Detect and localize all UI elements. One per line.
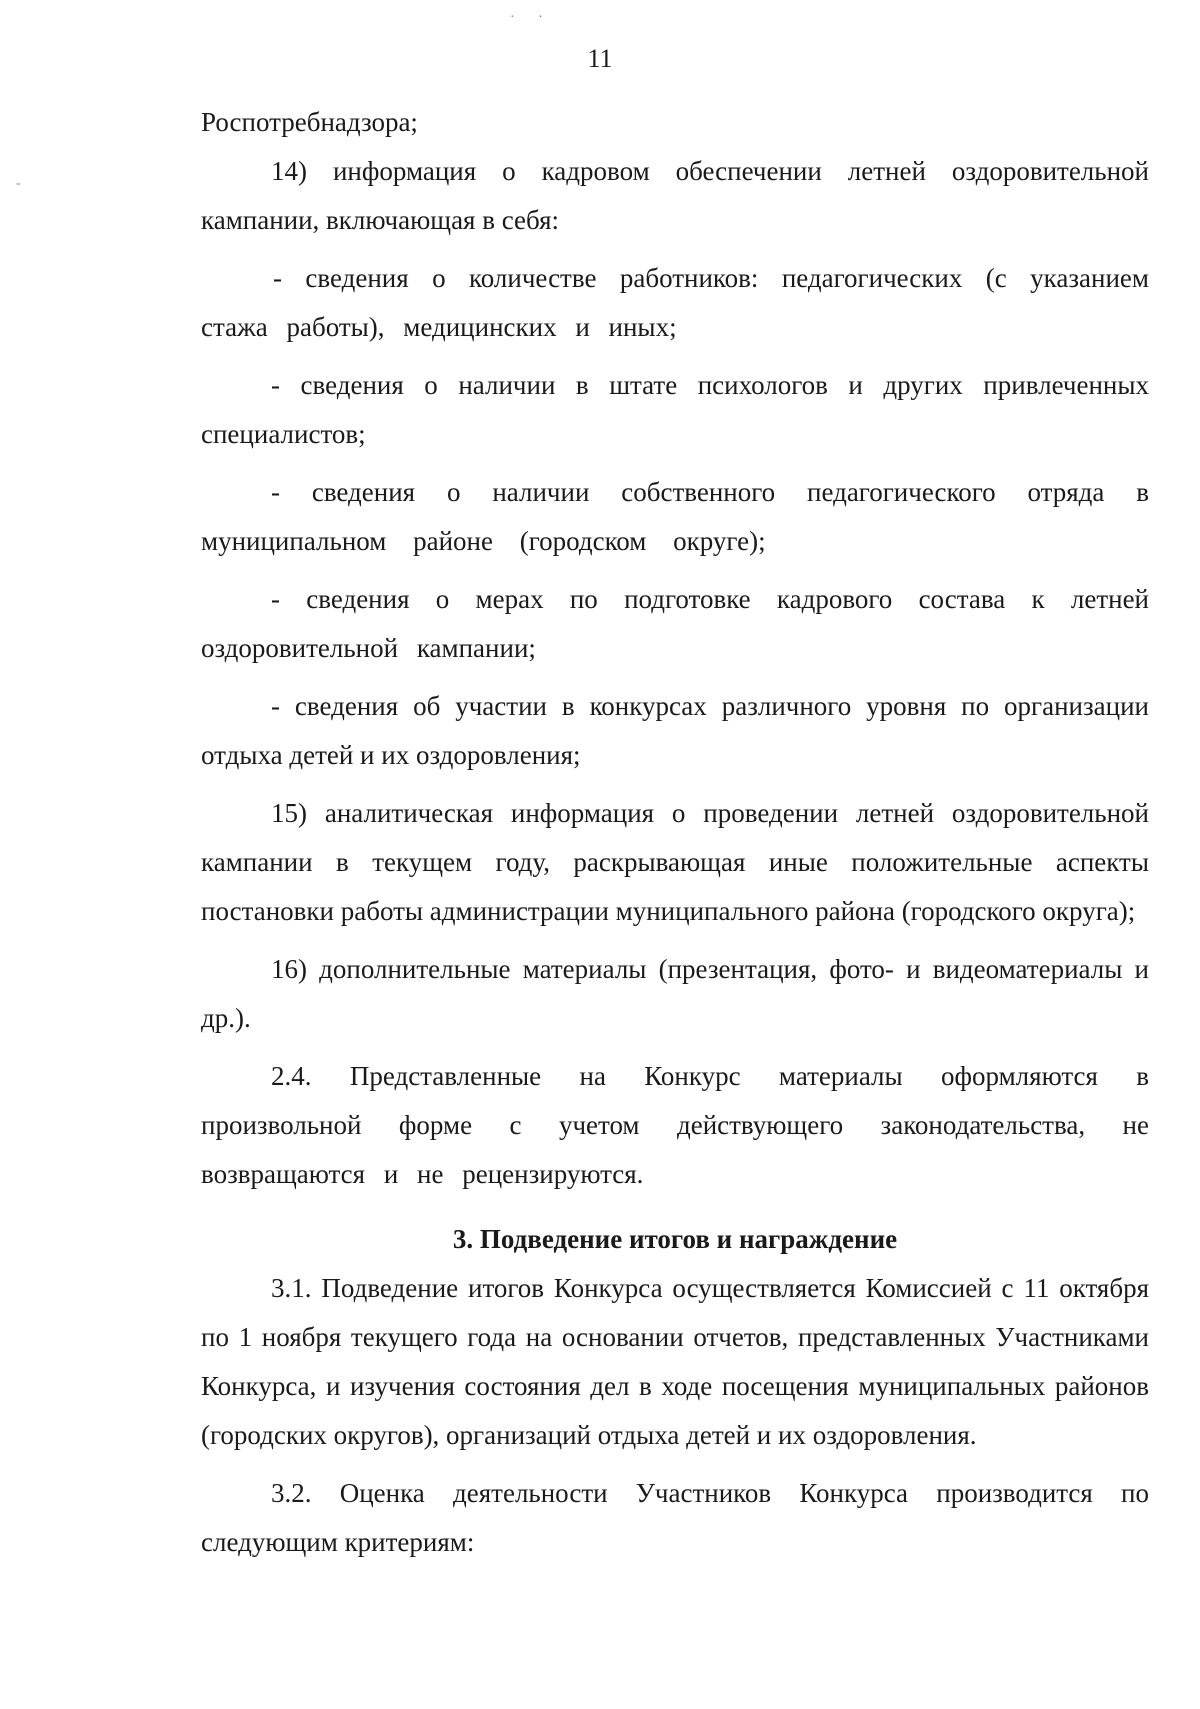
paragraph: 15) аналитическая информация о проведении летней оздоровительной кампании в текущем году, раскрывающая иные положительные аспекты постановки работы администрации муниципального района (городского округа); xyxy=(201,798,1149,926)
document-body xyxy=(201,98,1149,1567)
paragraph: 14) информация о кадровом обеспечении летней оздоровительной кампании, включающая в себя: xyxy=(201,156,1149,235)
paragraph: Роспотребнадзора; xyxy=(201,107,418,137)
section-heading: 3. Подведение итогов и награждение xyxy=(452,1224,898,1254)
paragraph: - сведения о наличии в штате психологов и других привлеченных специалистов; xyxy=(201,370,1149,449)
page-number: 11 xyxy=(587,44,613,73)
paragraph: - сведения о наличии собственного педагогического отряда в муниципальном районе (городском округе); xyxy=(201,477,1149,556)
paragraph: 2.4. Представленные на Конкурс материалы оформляются в произвольной форме с учетом действующего законодательства, не возвращаются и не рецензируются. xyxy=(201,1061,1149,1189)
paragraph: - сведения о мерах по подготовке кадрового состава к летней оздоровительной кампании; xyxy=(201,584,1149,663)
paragraph: 3.2. Оценка деятельности Участников Конкурса производится по следующим критериям: xyxy=(201,1478,1149,1557)
scan-speck-marks: · · xyxy=(510,10,553,25)
paragraph: - сведения о количестве работников: педагогических (с указанием стажа работы), медицинских и иных; xyxy=(201,263,1149,342)
paragraph: 16) дополнительные материалы (презентация, фото- и видеоматериалы и др.). xyxy=(201,954,1149,1033)
paragraph: 3.1. Подведение итогов Конкурса осуществляется Комиссией с 11 октября по 1 ноября текущего года на основании отчетов, представленных Участниками Конкурса, и изучения состояния дел в ходе посещения муниципальных районов (городских округов), организаций отдыха детей и их оздоровления. xyxy=(201,1273,1149,1450)
scan-margin-mark: - xyxy=(16,176,21,191)
paragraph: - сведения об участии в конкурсах различного уровня по организации отдыха детей и их оздоровления; xyxy=(201,691,1149,770)
